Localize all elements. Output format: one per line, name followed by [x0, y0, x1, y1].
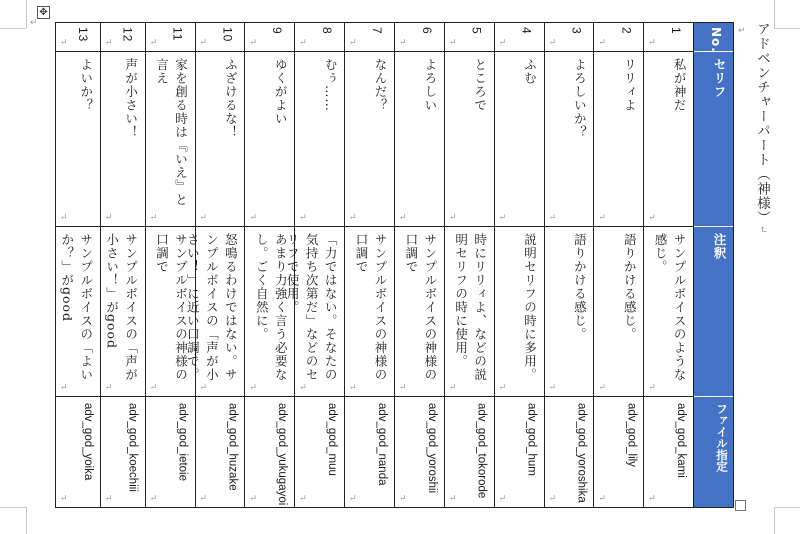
table-row	[344, 23, 394, 507]
cell-no[interactable]	[594, 23, 643, 52]
cell-end-mark: ↵	[59, 213, 68, 223]
cell-text: 4	[519, 27, 534, 35]
cell-text: 3	[569, 27, 584, 35]
page-title: アドベンチャーパート（神様）↵	[754, 22, 770, 235]
cell-no[interactable]	[146, 23, 195, 52]
cell-no[interactable]	[495, 23, 544, 52]
cell-text: adv_god_lily	[625, 403, 638, 467]
cell-note[interactable]	[495, 227, 544, 397]
cell-line[interactable]	[245, 52, 294, 227]
cell-text: 語りかける感じ。	[572, 233, 588, 341]
cell-end-mark: ↵	[598, 213, 606, 223]
cell-end-mark: ↵	[349, 213, 357, 223]
cell-end-mark: ↵	[349, 38, 357, 48]
cell-line[interactable]	[594, 52, 643, 227]
table-row	[145, 23, 195, 507]
cell-end-mark: ↵	[498, 38, 507, 48]
cell-text: adv_god_yoroshii	[425, 403, 438, 494]
cell-text: 12	[120, 27, 135, 43]
cell-line[interactable]	[196, 52, 245, 227]
cell-no[interactable]	[196, 23, 245, 52]
cell-text: adv_god_huzake	[226, 403, 239, 491]
cell-file[interactable]	[101, 397, 145, 507]
cell-no[interactable]	[101, 23, 145, 52]
cell-text: adv_god_muu	[326, 403, 339, 476]
cell-no[interactable]	[395, 23, 444, 52]
cell-file[interactable]	[146, 397, 195, 507]
table-row	[394, 23, 444, 507]
cell-text: adv_god_yukugayoi	[276, 403, 289, 506]
cell-line[interactable]	[101, 52, 145, 227]
cell-end-mark: ↵	[104, 213, 113, 223]
cell-text: 10	[220, 27, 235, 43]
cell-file[interactable]	[644, 397, 693, 507]
cell-end-mark: ↵	[498, 383, 507, 393]
cell-text: サンプルボイスの「声が小さい！」がgood	[104, 233, 139, 382]
header-file: ファイル指定	[715, 403, 727, 472]
crop-mark-bottom-left	[0, 507, 26, 508]
cell-end-mark: ↵	[349, 494, 357, 504]
cell-text: 2	[619, 27, 634, 35]
cell-note[interactable]	[445, 227, 494, 397]
cell-line[interactable]	[395, 52, 444, 227]
cell-text: adv_god_yoika	[81, 403, 94, 481]
cell-text: 家を創る時は『いえ』と言え	[154, 58, 189, 207]
cell-text: サンプルボイスの神様の口調で	[353, 233, 388, 382]
cell-text: ふざけるな！	[223, 58, 239, 139]
cell-no[interactable]	[345, 23, 394, 52]
voice-line-table	[55, 22, 734, 508]
table-row	[544, 23, 594, 507]
cell-end-mark: ↵	[648, 383, 656, 393]
cell-text: よろしいか？	[572, 58, 588, 139]
cell-text: 9	[270, 27, 285, 35]
table-row	[593, 23, 643, 507]
cell-line[interactable]	[495, 52, 544, 227]
cell-text: 声が小さい！	[123, 58, 139, 139]
cell-text: 8	[320, 27, 335, 35]
cell-end-mark: ↵	[548, 213, 557, 223]
cell-text: あまり力強く言う必要なし。ごく自然に。	[254, 233, 289, 382]
paragraph-mark: ↵	[738, 26, 746, 36]
cell-end-mark: ↵	[299, 494, 307, 504]
table-header-row	[693, 23, 733, 507]
cell-text: ゆくがよい	[273, 58, 289, 126]
cell-end-mark: ↵	[648, 213, 656, 223]
cell-file[interactable]	[56, 397, 100, 507]
cell-line[interactable]	[146, 52, 195, 227]
table-row	[56, 23, 100, 507]
cell-end-mark: ↵	[349, 383, 357, 393]
cell-note[interactable]	[345, 227, 394, 397]
cell-line[interactable]	[545, 52, 594, 227]
cell-end-mark: ↵	[598, 383, 606, 393]
cell-text: adv_god_koechiii	[126, 403, 139, 492]
table-row	[244, 23, 294, 507]
cell-note[interactable]	[644, 227, 693, 397]
cell-end-mark: ↵	[398, 383, 407, 393]
cell-text: 語りかける感じ。	[622, 233, 638, 341]
cell-text: adv_god_ietoie	[176, 403, 189, 482]
cell-end-mark: ↵	[648, 38, 656, 48]
cell-end-mark: ↵	[598, 38, 606, 48]
cell-text: adv_god_nanda	[375, 403, 388, 486]
cell-file[interactable]	[545, 397, 594, 507]
cell-no[interactable]	[445, 23, 494, 52]
cell-end-mark: ↵	[199, 213, 208, 223]
cell-end-mark: ↵	[448, 383, 457, 393]
cell-text: ところで	[472, 58, 488, 112]
cell-end-mark: ↵	[398, 38, 407, 48]
cell-file[interactable]	[245, 397, 294, 507]
cell-no[interactable]	[545, 23, 594, 52]
cell-line[interactable]	[345, 52, 394, 227]
cell-text: サンプルボイスの神様の口調で	[403, 233, 438, 382]
cell-file[interactable]	[445, 397, 494, 507]
cell-end-mark: ↵	[249, 494, 257, 504]
cell-text: リリィよ	[622, 58, 638, 112]
cell-end-mark: ↵	[199, 38, 208, 48]
header-note: 注釈	[694, 227, 733, 397]
cell-no[interactable]	[245, 23, 294, 52]
cell-end-mark: ↵	[199, 383, 208, 393]
cell-note[interactable]	[56, 227, 100, 397]
cell-text: 11	[170, 27, 185, 42]
cell-end-mark: ↵	[249, 213, 257, 223]
cell-end-mark: ↵	[448, 494, 457, 504]
crop-mark-bottom-right-vertical	[774, 507, 775, 534]
paragraph-mark: ↵	[30, 18, 38, 28]
cell-end-mark: ↵	[104, 494, 113, 504]
cell-text: サンプルボイスの「よいか？」がgood	[59, 233, 94, 382]
cell-text: 13	[75, 27, 90, 43]
cell-text: よろしい	[422, 58, 438, 112]
cell-text: adv_god_kami	[675, 403, 688, 478]
crop-mark-bottom-right	[774, 507, 800, 508]
cell-end-mark: ↵	[398, 213, 407, 223]
cell-text: なんだ？	[372, 58, 388, 112]
cell-end-mark: ↵	[299, 38, 307, 48]
cell-end-mark: ↵	[149, 383, 158, 393]
cell-text: 私が神だ	[672, 58, 688, 112]
cell-text: ふむ	[522, 58, 538, 85]
cell-line[interactable]	[644, 52, 693, 227]
cell-no[interactable]	[295, 23, 344, 52]
crop-mark-top-right-vertical	[774, 0, 775, 28]
crop-mark-top-right	[774, 28, 800, 29]
cell-file[interactable]	[345, 397, 394, 507]
cell-line[interactable]	[445, 52, 494, 227]
cell-end-mark: ↵	[648, 494, 656, 504]
cell-note[interactable]	[101, 227, 145, 397]
cell-text: adv_god_hum	[525, 403, 538, 476]
crop-mark-top-left-vertical	[26, 0, 27, 28]
cell-end-mark: ↵	[59, 383, 68, 393]
cell-end-mark: ↵	[299, 383, 307, 393]
cell-text: よいか？	[78, 58, 94, 112]
cell-text: 1	[669, 27, 684, 35]
cell-end-mark: ↵	[199, 494, 208, 504]
cell-text: 怒鳴るわけではない。サンプルボイスの「声が小さい！」に近い口調で。	[185, 233, 239, 382]
cell-text: サンプルボイスのような感じ。	[653, 233, 688, 382]
cell-file[interactable]	[395, 397, 444, 507]
cell-end-mark: ↵	[104, 38, 113, 48]
table-resize-handle[interactable]	[735, 500, 746, 511]
cell-text: むぅ……	[323, 58, 339, 112]
cell-end-mark: ↵	[548, 494, 557, 504]
cell-end-mark: ↵	[59, 494, 68, 504]
cell-note[interactable]	[395, 227, 444, 397]
cell-end-mark: ↵	[149, 38, 158, 48]
cell-note[interactable]	[245, 227, 294, 397]
table-row	[100, 23, 145, 507]
crop-mark-top-left	[0, 28, 26, 29]
cell-text: 5	[469, 27, 484, 35]
cell-end-mark: ↵	[398, 494, 407, 504]
cell-end-mark: ↵	[498, 494, 507, 504]
cell-text: adv_god_yoroshika	[575, 403, 588, 503]
cell-note[interactable]	[545, 227, 594, 397]
cell-text: 「力ではない。そなたの気持ち次第だ」などのセリフで使用。	[285, 233, 339, 382]
cell-text: adv_god_tokorode	[475, 403, 488, 499]
cell-file[interactable]	[495, 397, 544, 507]
table-row	[494, 23, 544, 507]
table-move-handle-icon[interactable]: ✥	[37, 6, 50, 19]
table-row	[643, 23, 693, 507]
cell-end-mark: ↵	[149, 213, 158, 223]
cell-no[interactable]	[644, 23, 693, 52]
cell-no[interactable]	[56, 23, 100, 52]
cell-line[interactable]	[295, 52, 344, 227]
cell-end-mark: ↵	[448, 38, 457, 48]
cell-text: 6	[419, 27, 434, 35]
cell-end-mark: ↵	[598, 494, 606, 504]
cell-end-mark: ↵	[548, 383, 557, 393]
table-row	[285, 23, 344, 507]
cell-note[interactable]	[185, 227, 245, 397]
cell-end-mark: ↵	[548, 38, 557, 48]
cell-file[interactable]	[196, 397, 245, 507]
cell-end-mark: ↵	[498, 213, 507, 223]
cell-file[interactable]	[594, 397, 643, 507]
cell-end-mark: ↵	[104, 383, 113, 393]
cell-note[interactable]	[594, 227, 643, 397]
cell-end-mark: ↵	[149, 494, 158, 504]
cell-text: サンプルボイスの神様の口調で	[154, 233, 189, 382]
crop-mark-bottom-left-vertical	[26, 507, 27, 534]
table-row	[185, 23, 245, 507]
cell-note[interactable]	[146, 227, 195, 397]
cell-end-mark: ↵	[299, 213, 307, 223]
table-row	[444, 23, 494, 507]
cell-end-mark: ↵	[59, 38, 68, 48]
cell-line[interactable]	[56, 52, 100, 227]
cell-file[interactable]	[295, 397, 344, 507]
cell-end-mark: ↵	[249, 38, 257, 48]
cell-note[interactable]	[285, 227, 344, 397]
cell-text: 説明セリフの時に多用。	[522, 233, 538, 382]
cell-end-mark: ↵	[448, 213, 457, 223]
header-no: No.	[694, 23, 733, 52]
cell-text: 時にリリィよ、などの説明セリフの時に使用。	[453, 233, 488, 382]
cell-text: 7	[369, 27, 384, 35]
header-line: セリフ	[694, 52, 733, 227]
cell-end-mark: ↵	[249, 383, 257, 393]
